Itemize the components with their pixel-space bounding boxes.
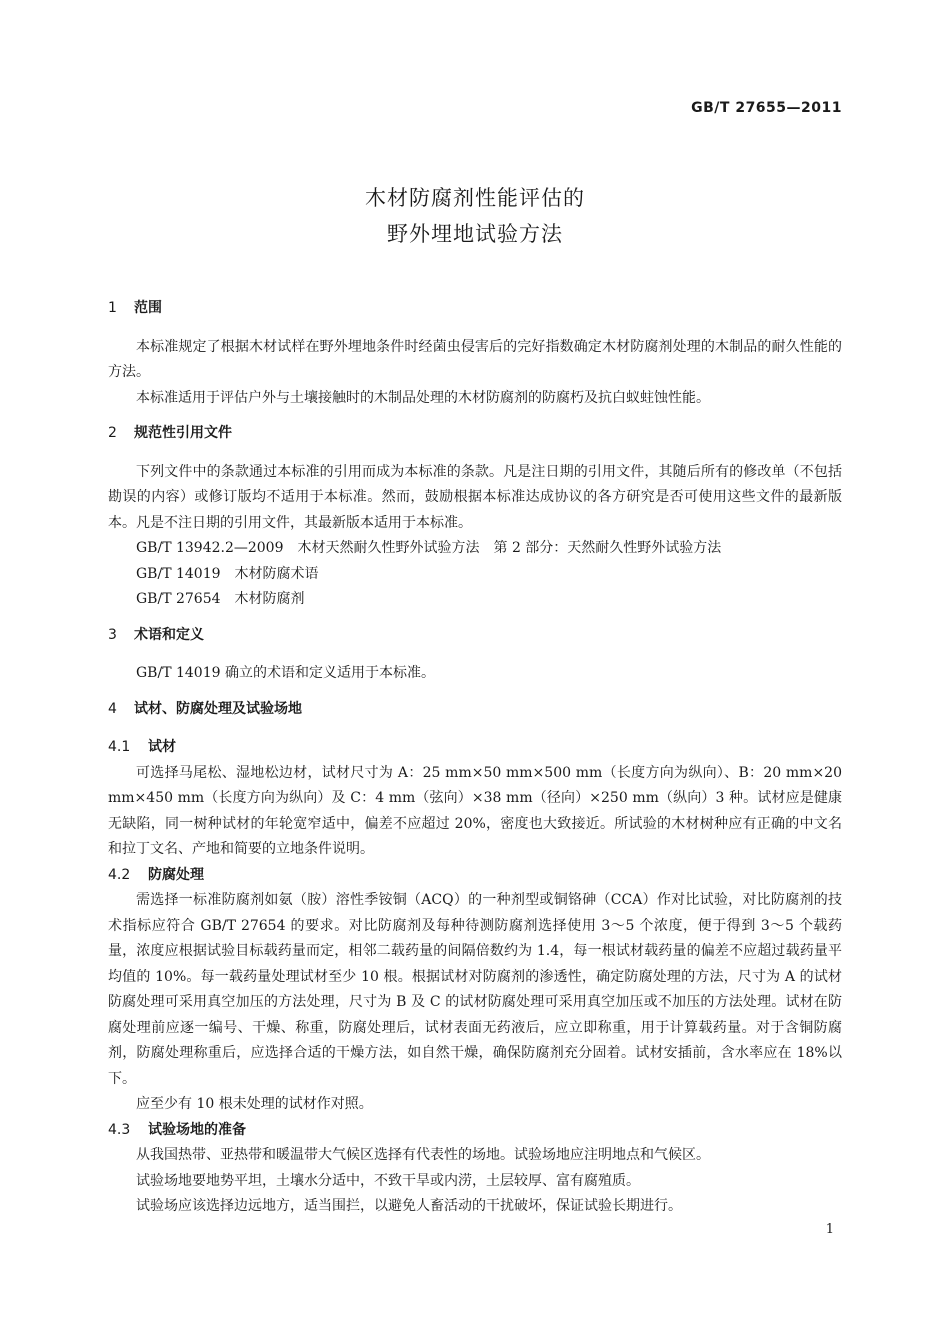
title-line-1: 木材防腐剂性能评估的 <box>365 186 585 210</box>
section-title: 规范性引用文件 <box>134 425 232 441</box>
subsection-number: 4.1 <box>108 739 131 755</box>
subsection-number: 4.2 <box>108 866 131 883</box>
section-3 <box>108 623 842 687</box>
page-number: 1 <box>825 1222 834 1237</box>
section-title: 试材、防腐处理及试验场地 <box>134 700 302 717</box>
subsection-number: 4.3 <box>108 1121 131 1138</box>
paragraph: 可选择马尾松、湿地松边材，试材尺寸为 A：25 mm×50 mm×500 mm（长度方向为纵向）、B：20 mm×20 mm×450 mm（长度方向为纵向）及 C：4 mm（弦向）×38 mm（径向）×250 mm（纵向）3 种。试材应是健康无缺陷，同一树种试材的年轮宽窄适中，偏差不应超过 20%，密度也大致接近。所试验的木材树种应有正确的中文名和拉丁文名、产地和简要的立地条件说明。 <box>108 764 842 857</box>
section-number: 4 <box>108 700 117 717</box>
section-1-heading <box>108 296 842 322</box>
subsection-4-1-heading <box>108 735 842 761</box>
subsection-title: 防腐处理 <box>148 866 204 883</box>
paragraph: 应至少有 10 根未处理的试材作对照。 <box>136 1096 373 1112</box>
reference-item: GB/T 27654 木材防腐剂 <box>136 591 305 607</box>
document-title <box>0 180 950 252</box>
reference-item: GB/T 14019 木材防腐术语 <box>136 565 319 582</box>
section-4-heading <box>108 697 842 723</box>
document-body <box>108 296 842 1230</box>
paragraph: 试验场应该选择边远地方，适当围拦，以避免人畜活动的干扰破坏，保证试验长期进行。 <box>136 1198 682 1214</box>
paragraph: 本标准适用于评估户外与土壤接触时的木制品处理的木材防腐剂的防腐朽及抗白蚁蛀蚀性能。 <box>136 389 710 406</box>
section-title: 范围 <box>134 300 162 316</box>
subsection-title: 试材 <box>148 739 176 755</box>
subsection-4-3-heading <box>108 1118 842 1144</box>
subsection-4-2-heading <box>108 863 842 889</box>
section-title: 术语和定义 <box>134 626 204 643</box>
paragraph: GB/T 14019 确立的术语和定义适用于本标准。 <box>136 665 435 681</box>
section-1 <box>108 296 842 411</box>
section-4 <box>108 697 842 1220</box>
paragraph: 需选择一标准防腐剂如氨（胺）溶性季铵铜（ACQ）的一种剂型或铜铬砷（CCA）作对比试验，对比防腐剂的技术指标应符合 GB/T 27654 的要求。对比防腐剂及每种待测防腐剂选择使用 3～5 个浓度，便于得到 3～5 个载药量，浓度应根据试验目标载药量而定，相邻二载药量的间隔倍数约为 1.4，每一根试材载药量的偏差不应超过载药量平均值的 10%。每一载药量处理试材至少 10 根。根据试材对防腐剂的渗透性，确定防腐处理的方法，尺寸为 A 的试材防腐处理可采用真空加压的方法处理，尺寸为 B 及 C 的试材防腐处理可采用真空加压或不加压的方法处理。试材在防腐处理前应逐一编号、干燥、称重，防腐处理后，试材表面无药液后，应立即称重，用于计算载药量。对于含铜防腐剂，防腐处理称重后，应选择合适的干燥方法，如自然干燥，确保防腐剂充分固着。试材安插前，含水率应在 18%以下。 <box>108 892 842 1087</box>
section-3-heading <box>108 623 842 649</box>
standard-code: GB/T 27655—2011 <box>691 100 842 116</box>
section-number: 1 <box>108 300 117 316</box>
section-2-heading <box>108 421 842 447</box>
paragraph: 下列文件中的条款通过本标准的引用而成为本标准的条款。凡是注日期的引用文件，其随后所有的修改单（不包括勘误的内容）或修订版均不适用于本标准。然而，鼓励根据本标准达成协议的各方研究是否可使用这些文件的最新版本。凡是不注日期的引用文件，其最新版本适用于本标准。 <box>108 463 842 531</box>
section-number: 2 <box>108 425 117 441</box>
section-2 <box>108 421 842 613</box>
title-line-2: 野外埋地试验方法 <box>387 222 563 246</box>
reference-item: GB/T 13942.2—2009 木材天然耐久性野外试验方法 第 2 部分：天然耐久性野外试验方法 <box>136 540 722 556</box>
paragraph: 本标准规定了根据木材试样在野外埋地条件时经菌虫侵害后的完好指数确定木材防腐剂处理的木制品的耐久性能的方法。 <box>108 338 842 380</box>
section-number: 3 <box>108 626 117 643</box>
paragraph: 从我国热带、亚热带和暖温带大气候区选择有代表性的场地。试验场地应注明地点和气候区。 <box>136 1147 710 1163</box>
paragraph: 试验场地要地势平坦，土壤水分适中，不致干旱或内涝，土层较厚、富有腐殖质。 <box>136 1172 640 1189</box>
subsection-title: 试验场地的准备 <box>148 1121 246 1138</box>
